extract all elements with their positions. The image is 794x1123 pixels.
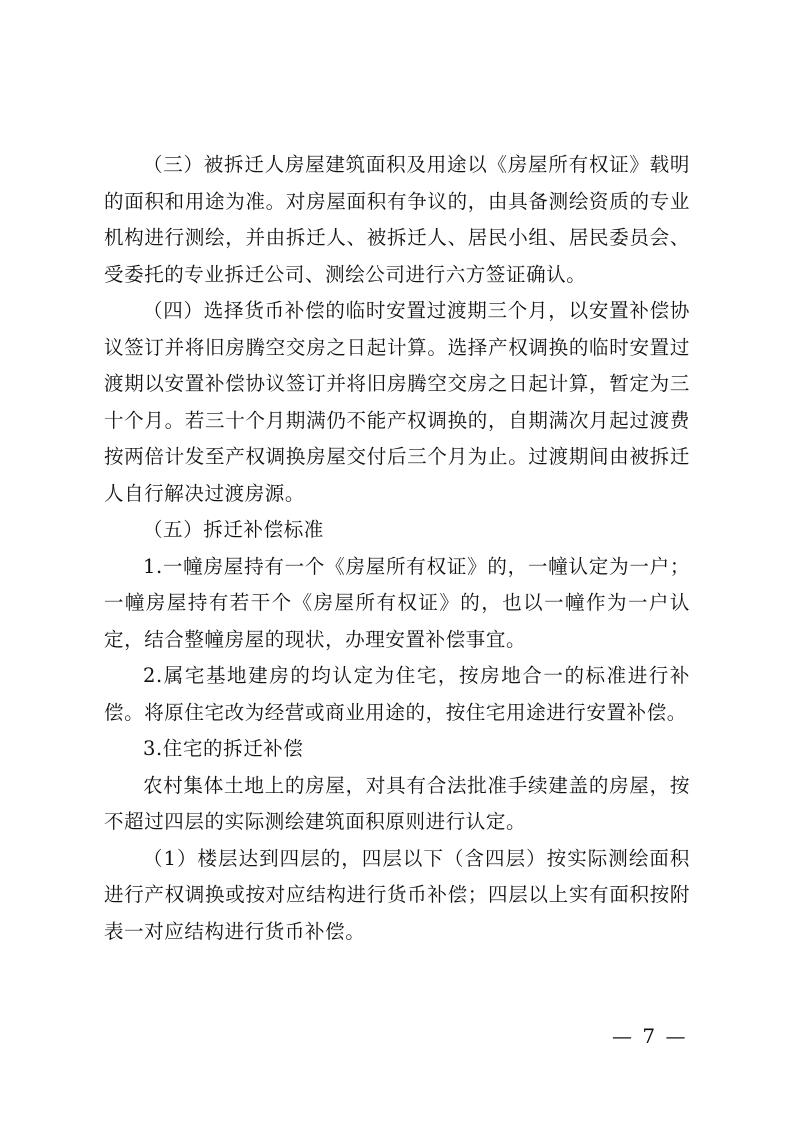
paragraph-item-4: （四）选择货币补偿的临时安置过渡期三个月，以安置补偿协议签订并将旧房腾空交房之日起计算。选择产权调换的临时安置过渡期以安置补偿协议签订并将旧房腾空交房之日起计算，暂定为三十个月。若三十个月期满仍不能产权调换的，自期满次月起过渡费按两倍计发至产权调换房屋交付后三个月为止。过渡期间由被拆迁人自行解决过渡房源。	[104, 299, 690, 505]
paragraph-item-2: 2.属宅基地建房的均认定为住宅，按房地合一的标准进行补偿。将原住宅改为经营或商业用途的，按住宅用途进行安置补偿。	[104, 664, 690, 724]
section-heading-5: （五）拆迁补偿标准	[143, 518, 324, 541]
paragraph-rural-housing: 农村集体土地上的房屋，对具有合法批准手续建盖的房屋，按不超过四层的实际测绘建筑面积原则进行认定。	[104, 773, 690, 833]
page-number: — 7 —	[612, 1024, 688, 1048]
subsection-heading-3: 3.住宅的拆迁补偿	[143, 737, 304, 760]
paragraph-item-3: （三）被拆迁人房屋建筑面积及用途以《房屋所有权证》载明的面积和用途为准。对房屋面积有争议的，由具备测绘资质的专业机构进行测绘，并由拆迁人、被拆迁人、居民小组、居民委员会、受委托的专业拆迁公司、测绘公司进行六方签证确认。	[104, 153, 690, 286]
paragraph-item-sub-1: （1）楼层达到四层的，四层以下（含四层）按实际测绘面积进行产权调换或按对应结构进行货币补偿；四层以上实有面积按附表一对应结构进行货币补偿。	[104, 846, 690, 943]
paragraph-item-1: 1.一幢房屋持有一个《房屋所有权证》的，一幢认定为一户；一幢房屋持有若干个《房屋所有权证》的，也以一幢作为一户认定，结合整幢房屋的现状，办理安置补偿事宜。	[104, 554, 690, 651]
document-body	[104, 147, 690, 950]
